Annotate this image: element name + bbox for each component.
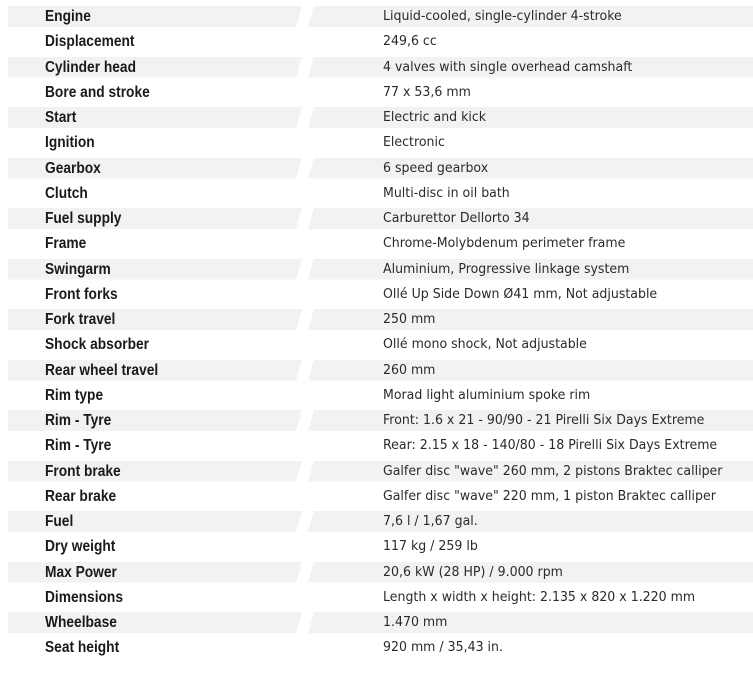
spec-row — [0, 383, 753, 408]
row-background-right — [308, 612, 753, 633]
spec-row — [0, 635, 753, 660]
row-background-right — [308, 183, 753, 204]
row-background-right — [308, 360, 753, 381]
spec-label: Shock absorber — [45, 336, 150, 354]
spec-row — [0, 55, 753, 80]
spec-value: 20,6 kW (28 HP) / 9.000 rpm — [383, 563, 563, 580]
spec-row — [0, 181, 753, 206]
spec-row — [0, 610, 753, 635]
spec-value: 250 mm — [383, 311, 436, 327]
spec-row — [0, 560, 753, 585]
row-background-right — [308, 107, 753, 128]
spec-label: Engine — [45, 8, 91, 25]
spec-value: Electronic — [383, 134, 445, 151]
spec-row — [0, 206, 753, 231]
row-background-right — [308, 511, 753, 532]
spec-label: Rim - Tyre — [45, 437, 112, 455]
spec-row — [0, 130, 753, 155]
spec-row — [0, 4, 753, 29]
spec-label: Rim - Tyre — [45, 412, 112, 429]
spec-row — [0, 257, 753, 282]
spec-label: Ignition — [45, 134, 95, 152]
spec-row — [0, 29, 753, 54]
spec-row — [0, 585, 753, 610]
spec-value: 4 valves with single overhead camshaft — [383, 58, 633, 75]
spec-value: Front: 1.6 x 21 - 90/90 - 21 Pirelli Six Days Extreme — [383, 412, 705, 428]
spec-label: Front brake — [45, 462, 121, 480]
spec-label: Swingarm — [45, 260, 111, 278]
spec-value: Liquid-cooled, single-cylinder 4-stroke — [383, 8, 622, 24]
spec-value: Galfer disc "wave" 260 mm, 2 pistons Braktec calliper — [383, 462, 723, 479]
spec-label: Dry weight — [45, 538, 116, 556]
spec-value: Length x width x height: 2.135 x 820 x 1.220 mm — [383, 588, 696, 605]
spec-row — [0, 105, 753, 130]
spec-value: 77 x 53,6 mm — [383, 83, 471, 100]
spec-label: Seat height — [45, 639, 120, 657]
spec-label: Rim type — [45, 386, 104, 404]
spec-value: 920 mm / 35,43 in. — [383, 639, 503, 656]
row-background-right — [308, 309, 753, 330]
spec-row — [0, 433, 753, 458]
spec-value: Aluminium, Progressive linkage system — [383, 260, 630, 277]
spec-value: Morad light aluminium spoke rim — [383, 386, 591, 403]
spec-row — [0, 484, 753, 509]
spec-value: Carburettor Dellorto 34 — [383, 210, 530, 226]
spec-value: 249,6 cc — [383, 33, 437, 50]
spec-label: Max Power — [45, 563, 117, 581]
row-background-right — [308, 31, 753, 52]
spec-value: 260 mm — [383, 361, 436, 378]
spec-row — [0, 332, 753, 357]
spec-label: Fork travel — [45, 311, 116, 328]
spec-label: Gearbox — [45, 159, 101, 177]
row-background-right — [308, 637, 753, 658]
spec-row — [0, 408, 753, 433]
specs-table — [0, 4, 753, 661]
spec-label: Rear brake — [45, 487, 117, 505]
spec-row — [0, 307, 753, 332]
spec-label: Dimensions — [45, 588, 123, 606]
spec-label: Bore and stroke — [45, 83, 150, 101]
spec-row — [0, 534, 753, 559]
spec-value: Ollé Up Side Down Ø41 mm, Not adjustable — [383, 285, 658, 302]
spec-value: 117 kg / 259 lb — [383, 538, 478, 555]
spec-value: 7,6 l / 1,67 gal. — [383, 513, 478, 529]
spec-value: Rear: 2.15 x 18 - 140/80 - 18 Pirelli Six Days Extreme — [383, 437, 718, 454]
spec-value: Galfer disc "wave" 220 mm, 1 piston Braktec calliper — [383, 487, 716, 504]
row-background-right — [308, 208, 753, 229]
spec-value: 1.470 mm — [383, 614, 448, 630]
row-background-right — [308, 158, 753, 179]
spec-label: Front forks — [45, 285, 118, 303]
spec-label: Cylinder head — [45, 58, 136, 76]
row-background-right — [308, 82, 753, 103]
spec-label: Fuel supply — [45, 210, 122, 227]
spec-value: Electric and kick — [383, 109, 487, 125]
spec-label: Clutch — [45, 184, 88, 202]
spec-row — [0, 509, 753, 534]
spec-value: Ollé mono shock, Not adjustable — [383, 336, 587, 353]
spec-value: 6 speed gearbox — [383, 159, 489, 176]
row-background-right — [308, 132, 753, 153]
spec-row — [0, 80, 753, 105]
spec-row — [0, 358, 753, 383]
spec-label: Displacement — [45, 33, 135, 51]
spec-label: Frame — [45, 235, 87, 253]
spec-value: Chrome-Molybdenum perimeter frame — [383, 235, 626, 252]
spec-row — [0, 156, 753, 181]
spec-label: Start — [45, 109, 77, 126]
spec-value: Multi-disc in oil bath — [383, 184, 510, 201]
spec-row — [0, 459, 753, 484]
spec-row — [0, 231, 753, 256]
spec-label: Rear wheel travel — [45, 361, 159, 379]
spec-label: Wheelbase — [45, 614, 117, 631]
spec-row — [0, 282, 753, 307]
spec-label: Fuel — [45, 513, 74, 530]
row-background-right — [308, 536, 753, 557]
